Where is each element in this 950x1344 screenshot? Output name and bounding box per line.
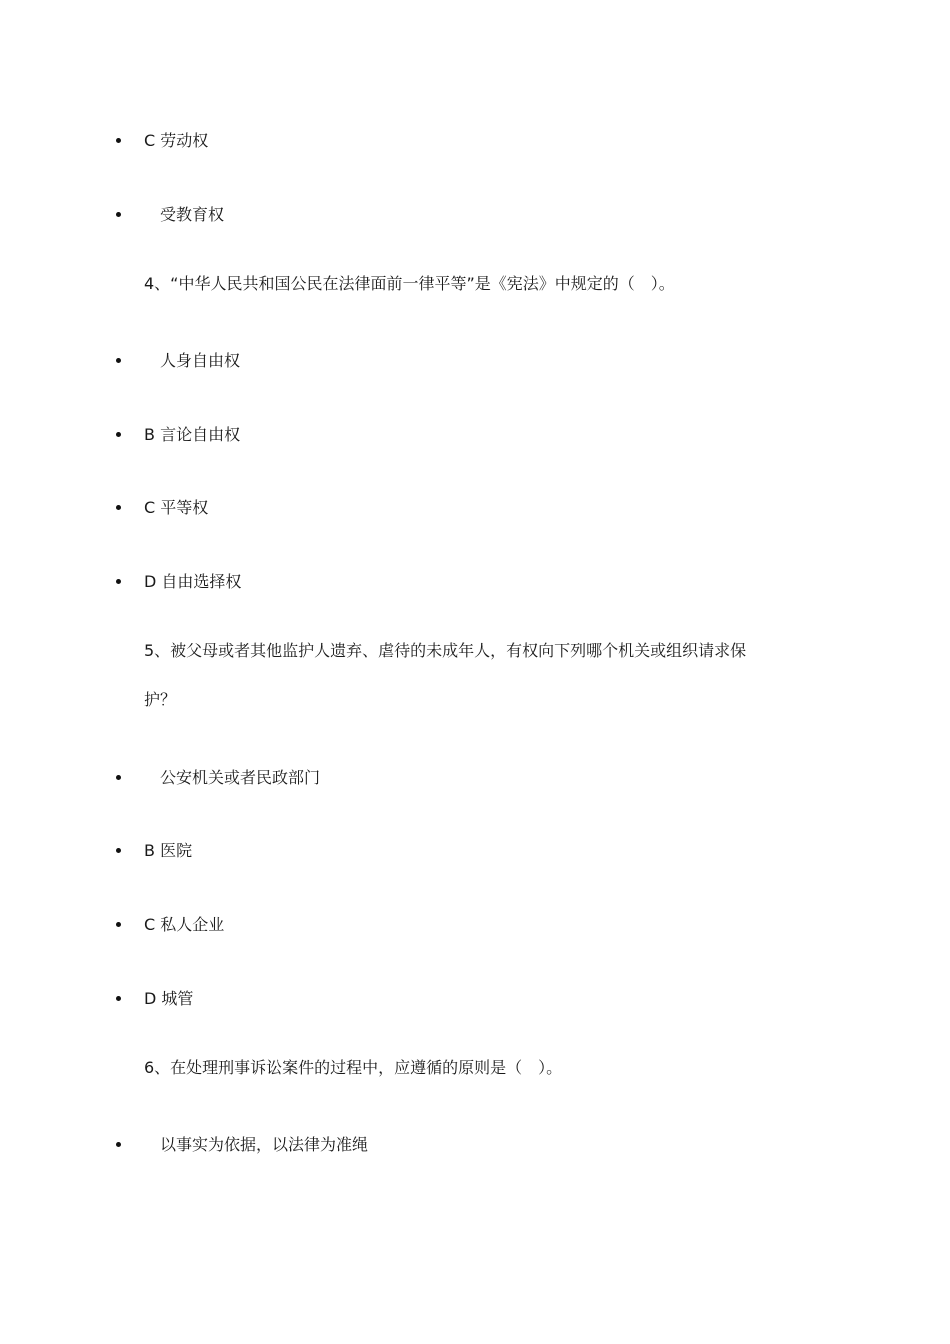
option-text: D 城管 [144,989,194,1008]
bullet-icon [116,996,121,1001]
question-text: 5、被父母或者其他监护人遗弃、虐待的未成年人，有权向下列哪个机关或组织请求保 [144,641,747,660]
bullet-icon [116,432,121,437]
option-text: 公安机关或者民政部门 [160,768,321,787]
bullet-icon [116,138,121,143]
option-text: C 劳动权 [144,131,209,150]
bullet-icon [116,848,121,853]
option-text: B 医院 [144,841,193,860]
question-text: 6、在处理刑事诉讼案件的过程中，应遵循的原则是（ ）。 [144,1058,563,1077]
bullet-icon [116,922,121,927]
option-text: 受教育权 [160,205,225,224]
option-text: D 自由选择权 [144,572,242,591]
bullet-icon [116,358,121,363]
option-text: C 平等权 [144,498,209,517]
option-text: C 私人企业 [144,915,225,934]
bullet-icon [116,212,121,217]
question-text-continued: 护？ [144,690,177,709]
bullet-icon [116,579,121,584]
bullet-icon [116,775,121,780]
bullet-icon [116,1142,121,1147]
option-text: 人身自由权 [160,351,241,370]
option-text: B 言论自由权 [144,425,241,444]
option-text: 以事实为依据，以法律为准绳 [160,1135,369,1154]
question-text: 4、“中华人民共和国公民在法律面前一律平等”是《宪法》中规定的（ ）。 [144,274,675,293]
bullet-icon [116,505,121,510]
